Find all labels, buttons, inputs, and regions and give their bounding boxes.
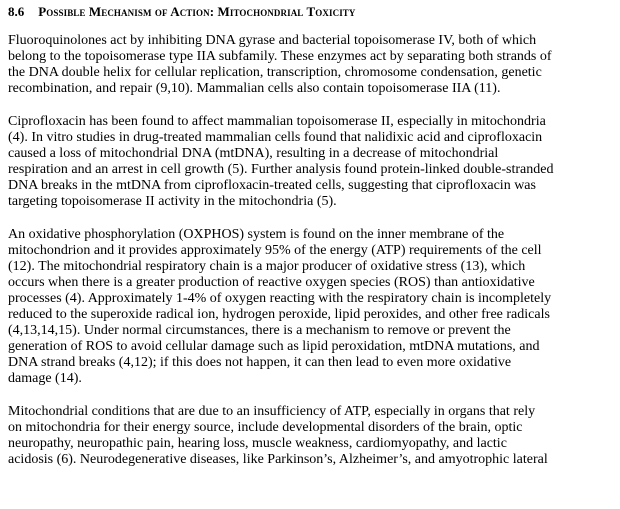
text-line: caused a loss of mitochondrial DNA (mtDNA), resulting in a decrease of mitochondrial	[8, 146, 499, 161]
text-line: Fluoroquinolones act by inhibiting DNA gyrase and bacterial topoisomerase IV, both of which	[8, 33, 537, 48]
text-line: Ciprofloxacin has been found to affect mammalian topoisomerase II, especially in mitochondria	[8, 114, 546, 129]
text-line: on mitochondria for their energy source, include developmental disorders of the brain, optic	[8, 420, 523, 435]
text-line: reduced to the superoxide radical ion, hydrogen peroxide, lipid peroxides, and other free radicals	[8, 307, 550, 322]
section-number: 8.6	[8, 4, 25, 19]
text-line: An oxidative phosphorylation (OXPHOS) system is found on the inner membrane of the	[8, 227, 505, 242]
paragraph-1	[8, 33, 606, 97]
text-line: generation of ROS to avoid cellular damage such as lipid peroxidation, mtDNA mutations, and	[8, 339, 540, 354]
document-page	[8, 4, 606, 485]
text-line: recombination, and repair (9,10). Mammalian cells also contain topoisomerase IIA (11).	[8, 81, 501, 96]
text-line: targeting topoisomerase II activity in the mitochondria (5).	[8, 194, 337, 209]
text-line: Mitochondrial conditions that are due to an insufficiency of ATP, especially in organs that rely	[8, 404, 536, 419]
text-line: (4). In vitro studies in drug-treated mammalian cells found that nalidixic acid and ciprofloxacin	[8, 130, 543, 145]
text-line: respiration and an arrest in cell growth (5). Further analysis found protein-linked double-stranded	[8, 162, 554, 177]
text-line: processes (4). Approximately 1-4% of oxygen reacting with the respiratory chain is incompletely	[8, 291, 552, 306]
text-line: DNA strand breaks (4,12); if this does not happen, it can then lead to even more oxidative	[8, 355, 512, 370]
paragraph-3	[8, 227, 606, 387]
section-title: Possible Mechanism of Action: Mitochondrial Toxicity	[38, 4, 356, 19]
section-heading	[8, 4, 606, 20]
text-line: (12). The mitochondrial respiratory chain is a major producer of oxidative stress (13), which	[8, 259, 526, 274]
paragraph-2	[8, 114, 606, 210]
text-line: neuropathy, neuropathic pain, hearing loss, muscle weakness, cardiomyopathy, and lactic	[8, 436, 507, 451]
text-line: the DNA double helix for cellular replication, transcription, chromosome condensation, genetic	[8, 65, 542, 80]
paragraph-4	[8, 404, 606, 468]
text-line: DNA breaks in the mtDNA from ciprofloxacin-treated cells, suggesting that ciprofloxacin was	[8, 178, 536, 193]
text-line: damage (14).	[8, 371, 82, 386]
text-line: belong to the topoisomerase type IIA subfamily. These enzymes act by separating both strands of	[8, 49, 552, 64]
text-line: (4,13,14,15). Under normal circumstances, there is a mechanism to remove or prevent the	[8, 323, 511, 338]
text-line: occurs when there is a greater production of reactive oxygen species (ROS) than antioxidative	[8, 275, 535, 290]
text-line: acidosis (6). Neurodegenerative diseases, like Parkinson’s, Alzheimer’s, and amyotrophic lateral	[8, 452, 548, 467]
text-line: mitochondrion and it provides approximately 95% of the energy (ATP) requirements of the cell	[8, 243, 542, 258]
